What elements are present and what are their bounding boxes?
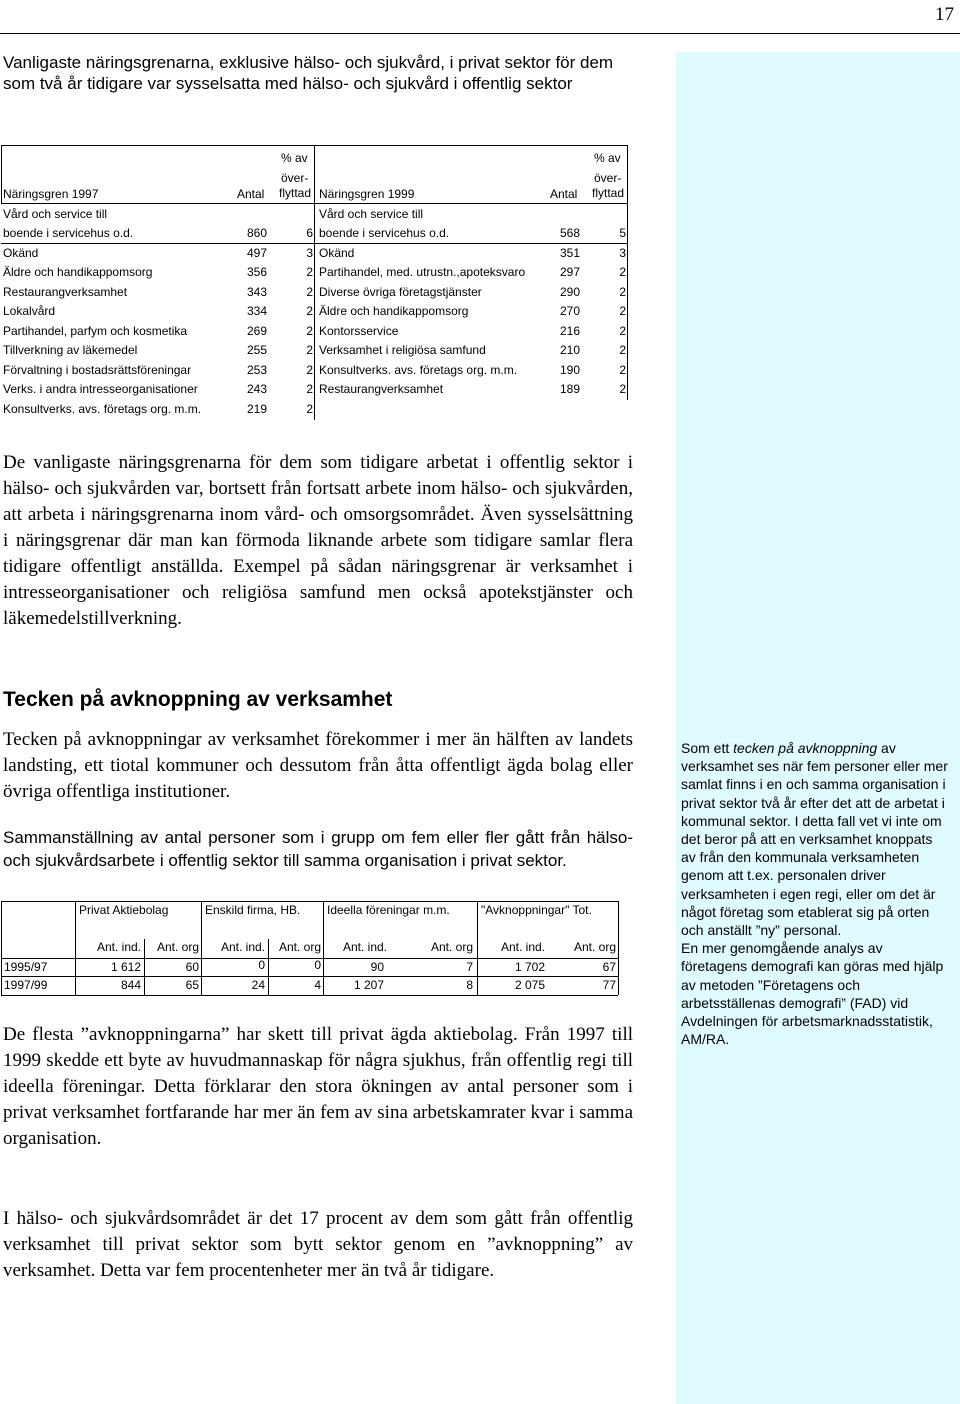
left-row-count: 255	[246, 343, 267, 357]
left-first-row-name-2: boende i servicehus o.d.	[3, 226, 134, 240]
right-row-count: 297	[559, 265, 580, 279]
table-border-left	[1, 145, 2, 203]
right-row-name: Kontorsservice	[319, 324, 399, 338]
ab-cell: 60	[185, 960, 199, 974]
left-row-count: 243	[246, 382, 267, 396]
right-row-pct: 2	[619, 285, 626, 299]
body-paragraph: De flesta ”avknoppningarna” har skett till privat ägda aktiebolag. Från 1997 till 1999 skedde ett byte av huvudmannaskap för några sjukhus, från offentlig regi till ideella föreningar. Detta förklarar den stora ökningen av antal personer som i privat verksamhet fortfarande har mer än fem av sina arbetskamrater kvar i samma organisation.	[3, 1024, 633, 1149]
left-row-name: Okänd	[3, 246, 39, 260]
left-row-name: Restaurangverksamhet	[3, 285, 128, 299]
right-row-pct: 2	[619, 265, 626, 279]
left-row-name: Verks. i andra intresseorganisationer	[3, 382, 198, 396]
ab-cell: 7	[466, 960, 473, 974]
table-divider	[314, 145, 315, 420]
ab-col-line	[323, 901, 324, 995]
right-row-pct: 3	[619, 246, 626, 260]
industry-table	[1, 145, 628, 421]
table-caption: Vanligaste näringsgrenarna, exklusive hälso- och sjukvård, i privat sektor för dem som två år tidigare var sysselsatta med hälso- och sjukvård i offentlig sektor	[3, 53, 614, 93]
left-row-name: Tillverkning av läkemedel	[3, 343, 138, 357]
left-pct-header-2: över-	[281, 171, 309, 185]
left-row-name: Förvaltning i bostadsrättsföreningar	[3, 363, 192, 377]
sidebar-text: av verksamhet ses när fem personer eller mer samlat finns i en och samma organisation i privat sektor två år efter det att de arbetat i kommunal sektor. I detta fall vet vi inte om det beror på att en verksamhet knoppats av från den kommunala verksamheten genom att t.ex. personalen driver verksamheten i egen regi, eller om det är något företag som etablerat sig på orten och anställt ”ny” personal.	[681, 740, 948, 939]
left-row-name: Lokalvård	[3, 304, 56, 318]
left-count-header: Antal	[237, 187, 265, 201]
right-row-name: Diverse övriga företagstjänster	[319, 285, 482, 299]
ab-cell: 0	[314, 958, 321, 972]
left-first-row-count: 860	[246, 226, 267, 240]
body-paragraph: Tecken på avknoppningar av verksamhet förekommer i mer än hälften av landets landsting, ett tiotal kommuner och dessutom från åtta offentligt ägda bolag eller övriga offentliga institutioner.	[3, 729, 633, 802]
ab-border-right	[618, 901, 619, 995]
sidebar-paragraph: En mer genomgående analys av företagens demografi kan göras med hjälp av metoden ”Företagens och arbetsställenas demografi” (FAD) vid Avdelningen för arbetsmarknadsstatistik, AM/RA.	[681, 940, 944, 1048]
ab-border-top	[1, 901, 618, 902]
ab-subheader: Ant. org	[573, 940, 616, 954]
right-row-pct: 2	[619, 304, 626, 318]
ab-col-line	[75, 901, 76, 995]
ab-cell: 2 075	[514, 978, 545, 992]
table-header-rule	[1, 203, 628, 204]
right-pct-header-3: flyttad	[592, 186, 625, 200]
body-paragraph: De vanligaste näringsgrenarna för dem som tidigare arbetat i offentlig sektor i hälso- och sjukvården var, bortsett från fortsatt arbete inom hälso- och sjukvården, att arbeta i näringsgrenarna inom vård- och omsorgsområdet. Även sysselsättning i näringsgrenar där man kan förmoda liknande arbete som tidigare samlar flera tidigare offentligt anställda. Exempel på sådan näringsgrenar är verksamhet i intresseorganisationer och religiösa samfund men också apotekstjänster och läkemedelstillverkning.	[3, 452, 633, 629]
left-row-pct: 2	[306, 304, 313, 318]
ab-col-line	[268, 939, 269, 995]
left-pct-header-1: % av	[281, 151, 308, 165]
ab-cell: 8	[466, 978, 473, 992]
left-row-name: Konsultverks. avs. företags org. m.m.	[3, 402, 202, 416]
ab-group-header: Ideella föreningar m.m.	[327, 903, 450, 917]
right-first-row-name-2: boende i servicehus o.d.	[319, 226, 450, 240]
right-row-count: 190	[559, 363, 580, 377]
ab-cell: 67	[602, 960, 616, 974]
ab-subheader: Ant. org	[278, 940, 321, 954]
ab-cell: 4	[314, 978, 321, 992]
right-row-name: Partihandel, med. utrustn.,apoteksvaro	[319, 265, 526, 279]
ab-subheader: Ant. ind.	[500, 940, 545, 954]
right-first-row-count: 568	[559, 226, 580, 240]
right-row-pct: 2	[619, 363, 626, 377]
left-name-header: Näringsgren 1997	[3, 187, 99, 201]
ab-cell: 90	[370, 960, 384, 974]
left-row-pct: 2	[306, 382, 313, 396]
ab-cell: 1 207	[353, 978, 384, 992]
left-row-name: Partihandel, parfym och kosmetika	[3, 324, 188, 338]
table-border-right	[627, 145, 628, 400]
ab-group-header: Enskild firma, HB.	[205, 903, 301, 917]
left-row-pct: 2	[306, 285, 313, 299]
ab-subheader: Ant. ind.	[96, 940, 141, 954]
right-row-name: Äldre och handikappomsorg	[319, 304, 469, 318]
ab-rule	[1, 976, 618, 977]
ab-cell: 0	[258, 958, 265, 972]
left-row-pct: 2	[306, 402, 313, 416]
left-row-pct: 2	[306, 265, 313, 279]
right-row-name: Konsultverks. avs. företags org. m.m.	[319, 363, 518, 377]
left-row-name: Äldre och handikappomsorg	[3, 265, 153, 279]
left-row-count: 497	[246, 246, 267, 260]
page-number: 17	[935, 4, 954, 25]
ab-cell: 844	[120, 978, 141, 992]
right-row-name: Verksamhet i religiösa samfund	[319, 343, 486, 357]
ab-subheader: Ant. ind.	[342, 940, 387, 954]
right-row-pct: 2	[619, 324, 626, 338]
right-first-row-name-1: Vård och service till	[319, 207, 424, 221]
left-row-count: 253	[246, 363, 267, 377]
table-first-row-rule	[1, 243, 628, 244]
ab-border-left	[1, 901, 2, 995]
section-heading: Tecken på avknoppning av verksamhet	[3, 688, 393, 711]
left-row-count: 343	[246, 285, 267, 299]
left-row-count: 356	[246, 265, 267, 279]
right-pct-header-2: över-	[594, 171, 622, 185]
right-pct-header-1: % av	[594, 151, 621, 165]
sidebar-background	[676, 52, 960, 1404]
header-rule	[0, 33, 960, 34]
right-row-count: 216	[559, 324, 580, 338]
left-first-row-pct: 6	[306, 226, 313, 240]
ab-subheader: Ant. ind.	[220, 940, 265, 954]
right-name-header: Näringsgren 1999	[319, 187, 415, 201]
left-row-count: 219	[246, 402, 267, 416]
sidebar-emphasis: tecken på avknoppning	[733, 740, 878, 756]
summary-table-caption: Sammanställning av antal personer som i grupp om fem eller fler gått från hälso- och sjukvårdsarbete i offentlig sektor till samma organisation i privat sektor.	[3, 828, 633, 870]
ab-subheader: Ant. org	[430, 940, 473, 954]
right-row-name: Restaurangverksamhet	[319, 382, 444, 396]
right-row-name: Okänd	[319, 246, 355, 260]
right-row-count: 210	[559, 343, 580, 357]
sidebar-note	[681, 739, 949, 1048]
right-row-pct: 2	[619, 343, 626, 357]
ab-cell: 1 612	[110, 960, 141, 974]
right-count-header: Antal	[550, 187, 578, 201]
right-row-count: 290	[559, 285, 580, 299]
left-first-row-name-1: Vård och service till	[3, 207, 108, 221]
right-row-count: 351	[559, 246, 580, 260]
ab-subheader: Ant. org	[156, 940, 199, 954]
ab-row-period: 1995/97	[4, 960, 48, 974]
left-row-pct: 2	[306, 324, 313, 338]
ab-border-bottom	[1, 995, 618, 996]
ab-group-header: Privat Aktiebolag	[79, 903, 169, 917]
ab-col-line	[477, 901, 478, 995]
ab-col-line	[144, 939, 145, 995]
left-pct-header-3: flyttad	[279, 186, 312, 200]
left-row-count: 334	[246, 304, 267, 318]
ab-row-period: 1997/99	[4, 978, 48, 992]
avknoppning-table	[1, 901, 619, 996]
left-row-count: 269	[246, 324, 267, 338]
right-row-count: 270	[559, 304, 580, 318]
left-row-pct: 3	[306, 246, 313, 260]
ab-cell: 1 702	[514, 960, 545, 974]
left-row-pct: 2	[306, 343, 313, 357]
right-row-count: 189	[559, 382, 580, 396]
right-row-pct: 2	[619, 382, 626, 396]
sidebar-text: Som ett	[681, 740, 734, 756]
body-paragraph: I hälso- och sjukvårdsområdet är det 17 procent av dem som gått från offentlig verksamhet till privat sektor som bytt sektor genom en ”avknoppning” av verksamhet. Detta var fem procentenheter mer än två år tidigare.	[3, 1208, 633, 1281]
left-row-pct: 2	[306, 363, 313, 377]
right-first-row-pct: 5	[619, 226, 626, 240]
ab-cell: 65	[185, 978, 199, 992]
ab-cell: 77	[602, 978, 616, 992]
ab-cell: 24	[251, 978, 265, 992]
ab-group-header: "Avknoppningar" Tot.	[481, 903, 592, 917]
ab-col-line	[201, 901, 202, 995]
